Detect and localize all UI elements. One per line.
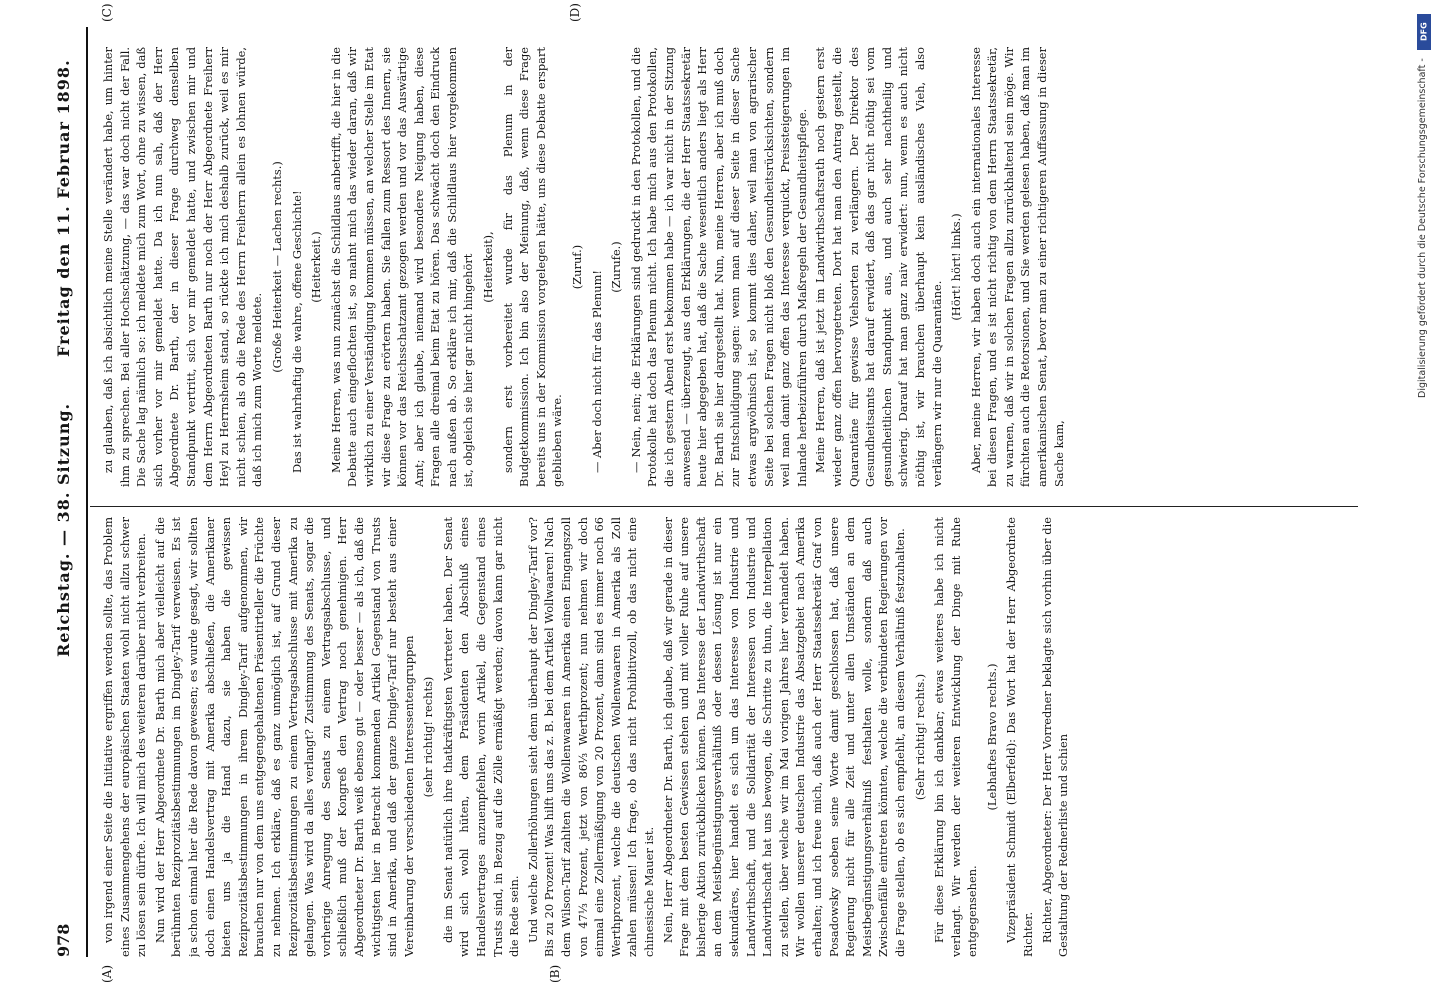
margin-marker-c: (C) bbox=[100, 3, 114, 22]
margin-marker-d: (D) bbox=[568, 3, 582, 22]
paragraph: Vizepräsident Schmidt (Elberfeld): Das Wort hat der Herr Abgeordnete Richter. bbox=[1004, 517, 1036, 957]
paragraph: Und welche Zollerhöhungen sieht denn überhaupt der Dingley-Tarif vor? Bis zu 20 Prozent! Was hilft uns das z. B. bei dem Artikel Wollwaaren! Nach dem Wilson-Tarif zahlten die Wollenwaaren in Amerika einen Eingangszoll von 47⅓ Prozent, jetzt von 86⅓ Werthprozent; nun nehmen wir doch einmal eine Zollermäßigung von 20 Prozent, dann sind es immer noch 66 Werthprozent, welche die deutschen Wollenwaaren in Amerika als Zoll zahlen müssen! Ich frage, ob das nicht Prohibitivzoll, ob das nicht eine chinesische Mauer ist. bbox=[525, 517, 656, 957]
interjection: (Lebhaftes Bravo rechts.) bbox=[984, 663, 999, 811]
column-divider bbox=[90, 506, 1358, 507]
paragraph: Für diese Erklärung bin ich dankbar; etwas weiteres habe ich nicht verlangt. Wir werden der weiteren Entwicklung der Dinge mit Ruhe entgegensehen. bbox=[932, 517, 980, 957]
session-date: Freitag den 11. Februar 1898. bbox=[54, 59, 73, 357]
margin-marker-a: (A) bbox=[100, 964, 114, 983]
paragraph: zu glauben, daß ich absichtlich meine Stelle verändert habe, um hinter ihm zu sprechen. Bei aller Hochschätzung, — das war doch nicht der Fall. Die Sache lag nämlich so: ich meldete mich zum Wort, ohne zu wissen, daß sich vorher vor mir gemeldet hatte. Da ich nun sah, daß der Herr Abgeordnete Dr. Barth, der in dieser Frage durchweg denselben Standpunkt vertritt, sich vor mir gemeldet hatte, und zwischen mir und dem Herrn Abgeordneten Barth nur noch der Herr Abgeordnete Freiherr Heyl zu Herrnsheim stand, so rückte ich mich deshalb zurück, weil es mir nicht schien, als ob die Rede des Herrn Freiherrn allein es lohnen würde, daß ich mich zum Worte meldete. bbox=[101, 47, 265, 487]
header-rule bbox=[86, 27, 88, 957]
paragraph: — Aber doch nicht für das Plenum! bbox=[589, 270, 604, 473]
interjection: (Sehr richtig! rechts.) bbox=[912, 673, 927, 801]
paragraph: Aber, meine Herren, wir haben doch auch ein internationales Interesse bei diesen Fragen, und es ist nicht richtig von dem Herrn Staatssekretär, zu warnen, daß wir in solchen Fragen allzu zurückhaltend sein möge. Wir fürchten auch die Retorsionen, und Sie werden gelesen haben, daß man im amerikanischen Senat, bevor man zu einer richtigeren Auffassung in dieser Sache kam, bbox=[968, 47, 1066, 487]
digitization-credit: Digitalisierung gefördert durch die Deutsche Forschungsgemeinschaft - bbox=[1417, 58, 1428, 398]
paragraph: Das ist wahrhaftig die wahre, offene Geschichte! bbox=[289, 190, 304, 473]
paragraph: Meine Herren, daß ist jetzt im Landwirthschaftsrath noch gestern erst wieder ganz offen hervorgetreten. Dort hat man den Antrag gestellt, die Quarantäne für gewisse Viehsorten zu verlängern. Der Direktor des Gesundheitsamts hat darauf erwidert, daß das gar nicht nöthig sei vom gesundheitlichen Standpunkt aus, und auch sehr nachtheilig und schwierig. Darauf hat man ganz naiv erwidert: nun, wenn es auch nicht nöthig ist, wir brauchen überhaupt kein ausländisches Vieh, also verlängern wir nur die Quarantäne. bbox=[813, 47, 944, 487]
rotated-document-page bbox=[8, 3, 1418, 997]
interjection: (sehr richtig! rechts) bbox=[421, 676, 436, 798]
interjection: (Hört! hört! links.) bbox=[949, 213, 964, 321]
right-text-column bbox=[100, 47, 1378, 487]
paragraph: — Nein, nein; die Erklärungen sind gedruckt in den Protokollen, und die Protokolle hat doch das Plenum nicht. Ich habe mich aus den Protokollen, die ich gestern Abend erst bekommen habe — ich war nicht in der Sitzung anwesend — überzeugt, aus den Erklärungen, die der Herr Staatssekretär heute hier abgegeben hat, daß die Sache wesentlich anders liegt als Herr Dr. Barth sie hier dargestellt hat. Nun, meine Herren, aber ich muß doch zur Entschuldigung sagen: wenn man auf dieser Seite in dieser Sache etwas argwöhnisch ist, so kommt dies daher, weil man von agrarischer Seite bei solchen Fragen nicht bloß den Gesundheitsrücksichten, sondern weil man damit ganz offen das Interesse verquickt, Preissteigerungen im Inlande herbeizuführen durch Maßregeln der Gesundheitspflege. bbox=[628, 47, 809, 487]
left-text-column bbox=[100, 517, 1378, 957]
dfg-logo: DFG bbox=[1417, 14, 1431, 50]
page-header bbox=[48, 27, 82, 957]
session-title: Reichstag. — 38. Sitzung. bbox=[54, 402, 73, 657]
page-number: 978 bbox=[54, 923, 73, 957]
digitization-sidebar bbox=[1417, 8, 1431, 993]
interjection: (Große Heiterkeit — Lachen rechts.) bbox=[269, 161, 284, 373]
margin-marker-b: (B) bbox=[548, 964, 562, 983]
interjection: (Zurufe.) bbox=[609, 241, 624, 293]
interjection: (Zuruf.) bbox=[570, 244, 585, 290]
paragraph: sondern erst vorbereitet wurde für das Plenum in der Budgetkommission. Ich bin also der Meinung, daß, wenn diese Frage bereits uns in der Kommission vorgelegen hätte, uns diese Debatte erspart geblieben wäre. bbox=[500, 47, 565, 487]
paragraph: Richter, Abgeordneter: Der Herr Vorredner beklagte sich vorhin über die Gestaltung der Rednerliste und schien bbox=[1039, 517, 1071, 957]
interjection: (Heiterkeit.) bbox=[309, 231, 324, 303]
interjection: (Heiterkeit), bbox=[481, 231, 496, 303]
paragraph: von irgend einer Seite die Initiative ergriffen werden sollte, das Problem eines Zusammengehens der europäischen Staaten wohl nicht allzu schwer zu lösen sein dürfte. Ich will mich des weiteren darüber nicht verbreiten. bbox=[101, 517, 149, 957]
paragraph: Nun wird der Herr Abgeordnete Dr. Barth mich aber vielleicht auf die berühmten Reziprozitätsbestimmungen im Dingley-Tarif verweisen. Es ist ja schon einmal hier die Rede davon gewesen; es wurde gesagt, wir sollten doch einen Handelsvertrag mit Amerika abschließen, die Amerikaner bieten uns ja die Hand dazu, sie haben die gewissen Reziprozitätsbestimmungen in ihrem Dingley-Tarif aufgenommen, wir brauchen nur von dem uns entgegengehaltenen Präsentirteller die Früchte zu nehmen. Ich erkläre, daß es ganz unmöglich ist, auf Grund dieser Reziprozitätsbestimmungen zu einem Vertragsabschlusse mit Amerika zu gelangen. Was wird da alles verlangt? Zustimmung des Senats, sogar die vorherige Anregung des Senats zu einem Vertragsabschlusse, und schließlich muß der Kongreß den Vertrag noch genehmigen. Herr Abgeordneter Dr. Barth weiß ebenso gut — oder besser — als ich, daß die wichtigsten hier in Betracht kommenden Artikel Gegenstand von Trusts sind in Amerika, und daß der ganze Dingley-Tarif nur besteht aus einer Vereinbarung der verschiedenen Interessentengruppen bbox=[152, 517, 416, 957]
paragraph: Meine Herren, was nun zunächst die Schildlaus anbetrifft, die hier in die Debatte auch eingeflochten ist, so mahnt mich das wieder daran, daß wir wirklich zu einer Verständigung kommen müssen, an welcher Stelle im Etat wir diese Frage zu erörtern haben. Sie fallen zum Ressort des Innern, sie können vor das Reichsschatzamt gezogen werden und vor das Auswärtige Amt; aber ich glaube, niemand wird besondere Neigung haben, diese Fragen alle dreimal beim Etat zu hören. Das schwächt doch den Eindruck nach außen ab. So erkläre ich mir, daß die Schildlaus hier vorgekommen ist, obgleich sie hier gar nicht hingehört bbox=[328, 47, 476, 487]
paragraph: die im Senat natürlich ihre thatkräftigsten Vertreter haben. Der Senat wird sich wohl hüten, dem Präsidenten den Abschluß eines Handelsvertrages anzuempfehlen, worin Artikel, die Gegenstand eines Trusts sind, in Bezug auf die Zölle ermäßigt werden; davon kann gar nicht die Rede sein. bbox=[440, 517, 522, 957]
paragraph: Nein, Herr Abgeordneter Dr. Barth, ich glaube, daß wir gerade in dieser Frage mit dem besten Gewissen stehen und mit voller Ruhe auf unsere bisherige Aktion zurückblicken können. Das Interesse der Landwirthschaft an dem Meistbegünstigungsverhältniß oder dessen Lösung ist nur ein sekundäres, hier handelt es sich um das Interesse von Industrie und Landwirthschaft, und die Solidarität der Interessen von Industrie und Landwirthschaft hat uns bewogen, die Schritte zu thun, die Interpellation zu stellen, über welche wir im Mai vorigen Jahres hier verhandelt haben. Wir wollen unserer deutschen Industrie das Absatzgebiet nach Amerika erhalten; und ich freue mich, daß auch der Herr Staatssekretär Graf von Posadowsky soeben seine Worte damit geschlossen hat, daß unsere Regierung nicht für alle Zeit und unter allen Umständen an dem Meistbegünstigungsverhältniß festhalten wolle, sondern daß auch Zwischenfälle eintreten könnten, welche die verbündeten Regierungen vor die Frage stellen, ob es sich empfiehlt, an diesem Verhältniß festzuhalten. bbox=[660, 517, 907, 957]
